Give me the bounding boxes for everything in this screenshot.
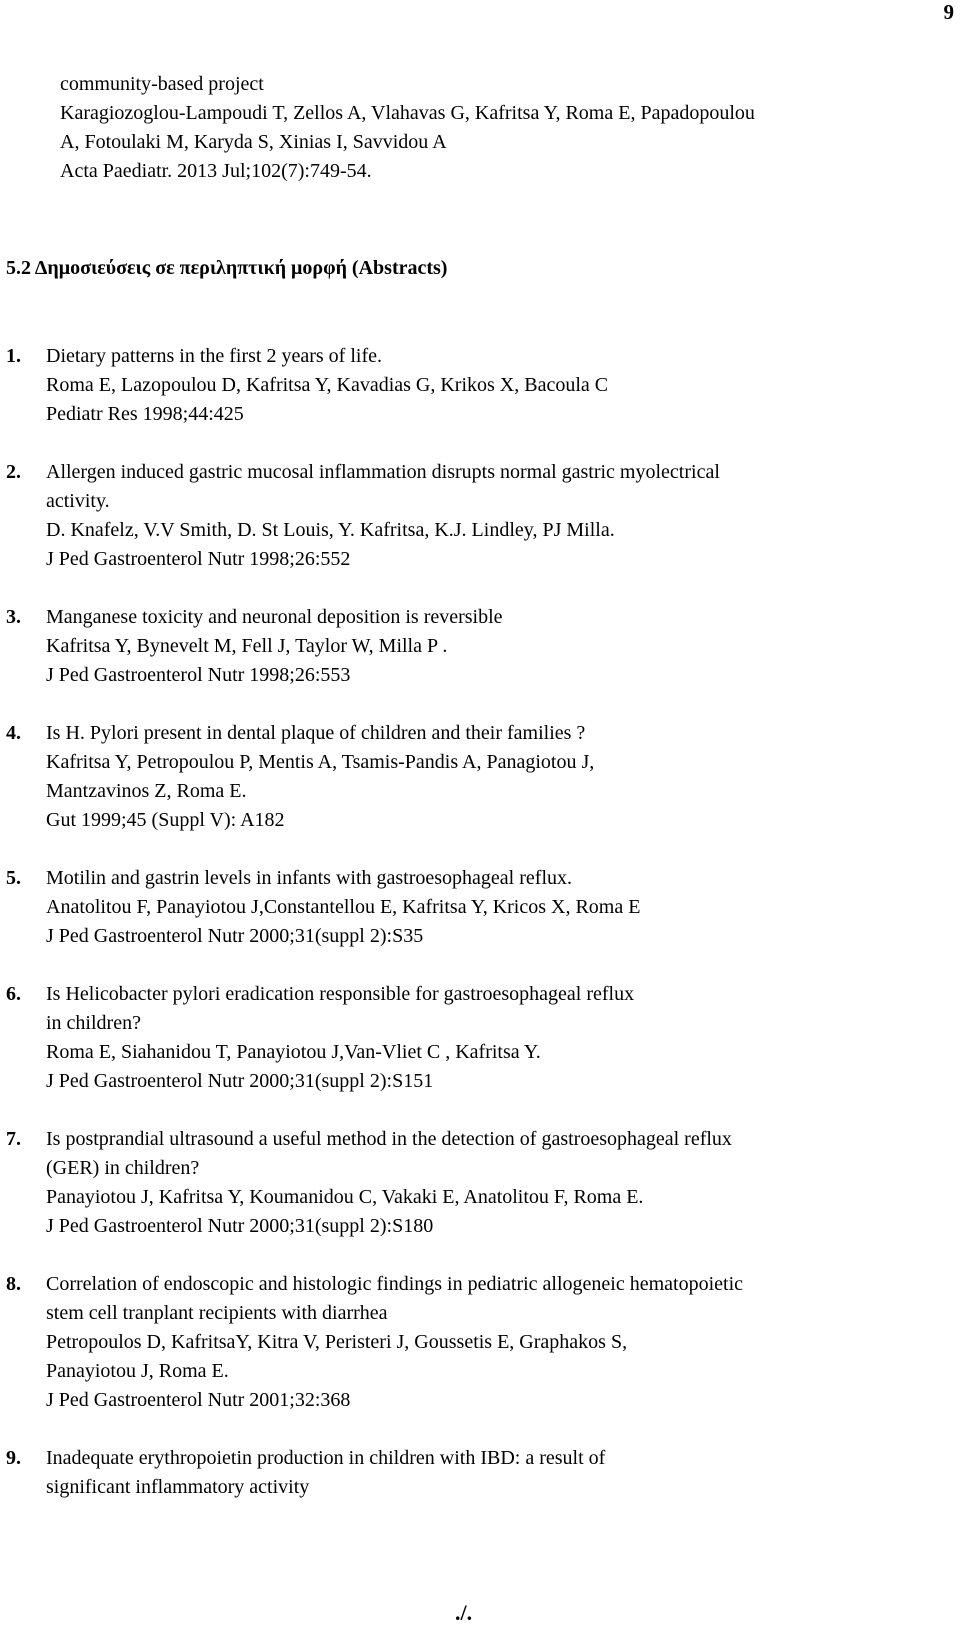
page-number: 9 bbox=[943, 0, 954, 24]
entry-authors: Roma E, Siahanidou T, Panayiotou J,Van-Vliet C , Kafritsa Y. bbox=[46, 1041, 541, 1063]
abstract-entry bbox=[6, 1125, 936, 1241]
continued-reference-line: community-based project bbox=[60, 73, 264, 95]
entry-citation: Gut 1999;45 (Suppl V): A182 bbox=[46, 809, 285, 831]
entry-number: 5. bbox=[6, 867, 21, 889]
entry-title: in children? bbox=[46, 1012, 141, 1034]
entry-title: Correlation of endoscopic and histologic findings in pediatric allogeneic hematopoietic bbox=[46, 1273, 744, 1295]
entry-authors: D. Knafelz, V.V Smith, D. St Louis, Y. Kafritsa, K.J. Lindley, PJ Milla. bbox=[46, 519, 615, 541]
entry-title: Allergen induced gastric mucosal inflammation disrupts normal gastric myolectrical bbox=[46, 461, 720, 483]
continued-reference bbox=[60, 70, 940, 186]
entry-text bbox=[46, 1125, 936, 1241]
entry-title: (GER) in children? bbox=[46, 1157, 200, 1179]
entry-title: significant inflammatory activity bbox=[46, 1476, 310, 1498]
entry-citation: Pediatr Res 1998;44:425 bbox=[46, 403, 244, 425]
abstract-entry bbox=[6, 342, 936, 429]
entry-authors: Kafritsa Y, Petropoulou P, Mentis A, Tsamis-Pandis A, Panagiotou J, bbox=[46, 751, 595, 773]
entry-citation: J Ped Gastroenterol Nutr 2000;31(suppl 2):S180 bbox=[46, 1215, 434, 1237]
entry-authors: Roma E, Lazopoulou D, Kafritsa Y, Kavadias G, Krikos X, Bacoula C bbox=[46, 374, 609, 396]
entry-number: 7. bbox=[6, 1128, 21, 1150]
entry-number: 2. bbox=[6, 461, 21, 483]
abstract-entry bbox=[6, 719, 936, 835]
entry-authors: Panayiotou J, Roma E. bbox=[46, 1360, 229, 1382]
entry-title: Is H. Pylori present in dental plaque of children and their families ? bbox=[46, 722, 586, 744]
continued-reference-line: A, Fotoulaki M, Karyda S, Xinias I, Savvidou A bbox=[60, 131, 447, 153]
entry-authors: Petropoulos D, KafritsaY, Kitra V, Peristeri J, Goussetis E, Graphakos S, bbox=[46, 1331, 628, 1353]
abstract-entry bbox=[6, 1270, 936, 1415]
entry-text bbox=[46, 603, 936, 690]
abstract-entry bbox=[6, 864, 936, 951]
continuation-mark: ./. bbox=[455, 1600, 473, 1625]
entry-authors: Kafritsa Y, Bynevelt M, Fell J, Taylor W, Milla P . bbox=[46, 635, 448, 657]
entry-text bbox=[46, 458, 936, 574]
entry-text bbox=[46, 864, 936, 951]
entry-title: Motilin and gastrin levels in infants with gastroesophageal reflux. bbox=[46, 867, 572, 889]
entry-citation: J Ped Gastroenterol Nutr 1998;26:553 bbox=[46, 664, 351, 686]
entry-title: Manganese toxicity and neuronal deposition is reversible bbox=[46, 606, 503, 628]
entry-citation: J Ped Gastroenterol Nutr 2000;31(suppl 2):S35 bbox=[46, 925, 424, 947]
entry-number: 3. bbox=[6, 606, 21, 628]
entry-text bbox=[46, 1270, 936, 1415]
entry-citation: J Ped Gastroenterol Nutr 2000;31(suppl 2):S151 bbox=[46, 1070, 434, 1092]
abstracts-list bbox=[6, 342, 936, 1531]
continued-reference-line: Karagiozoglou-Lampoudi T, Zellos A, Vlahavas G, Kafritsa Y, Roma E, Papadopoulou bbox=[60, 102, 755, 124]
abstract-entry bbox=[6, 603, 936, 690]
entry-authors: Panayiotou J, Kafritsa Y, Koumanidou C, Vakaki E, Anatolitou F, Roma E. bbox=[46, 1186, 644, 1208]
entry-title: stem cell tranplant recipients with diarrhea bbox=[46, 1302, 388, 1324]
entry-text bbox=[46, 719, 936, 835]
entry-title: activity. bbox=[46, 490, 110, 512]
abstract-entry bbox=[6, 458, 936, 574]
abstract-entry bbox=[6, 980, 936, 1096]
entry-text bbox=[46, 1444, 936, 1502]
continued-reference-line: Acta Paediatr. 2013 Jul;102(7):749-54. bbox=[60, 160, 372, 182]
entry-title: Dietary patterns in the first 2 years of life. bbox=[46, 345, 382, 367]
entry-citation: J Ped Gastroenterol Nutr 2001;32:368 bbox=[46, 1389, 351, 1411]
entry-number: 6. bbox=[6, 983, 21, 1005]
entry-title: Is Helicobacter pylori eradication responsible for gastroesophageal reflux bbox=[46, 983, 635, 1005]
section-heading: 5.2 Δημοσιεύσεις σε περιληπτική μορφή (Abstracts) bbox=[6, 257, 448, 279]
entry-number: 9. bbox=[6, 1447, 21, 1469]
entry-number: 4. bbox=[6, 722, 21, 744]
entry-number: 1. bbox=[6, 345, 21, 367]
entry-text bbox=[46, 342, 936, 429]
entry-text bbox=[46, 980, 936, 1096]
entry-title: Is postprandial ultrasound a useful method in the detection of gastroesophageal reflux bbox=[46, 1128, 732, 1150]
abstract-entry bbox=[6, 1444, 936, 1502]
entry-authors: Anatolitou F, Panayiotou J,Constantellou E, Kafritsa Y, Kricos X, Roma E bbox=[46, 896, 641, 918]
entry-citation: J Ped Gastroenterol Nutr 1998;26:552 bbox=[46, 548, 351, 570]
entry-title: Inadequate erythropoietin production in children with IBD: a result of bbox=[46, 1447, 606, 1469]
entry-authors: Mantzavinos Z, Roma E. bbox=[46, 780, 247, 802]
entry-number: 8. bbox=[6, 1273, 21, 1295]
